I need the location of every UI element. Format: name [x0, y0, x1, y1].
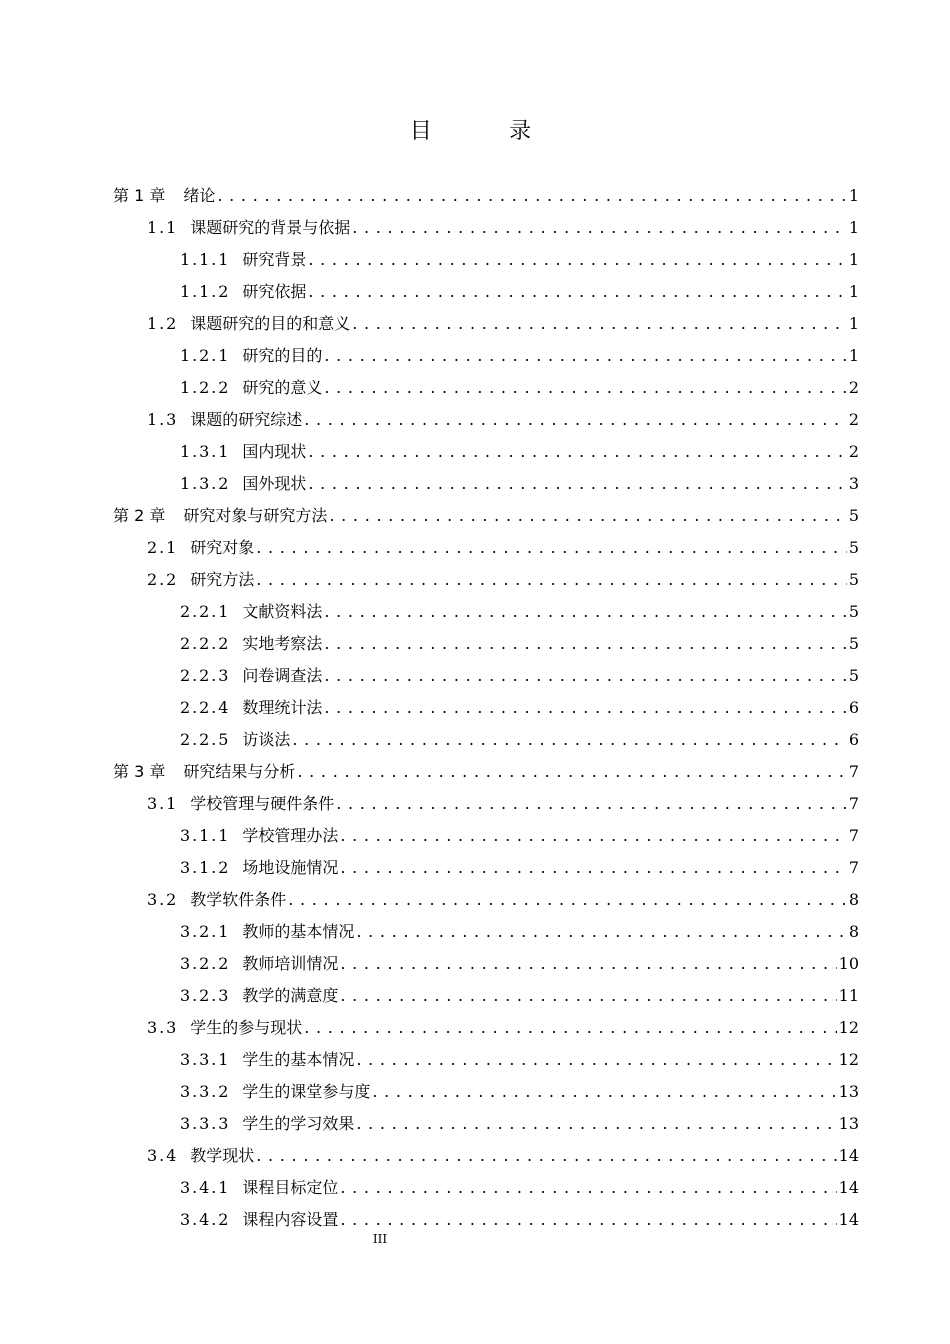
toc-entry[interactable] [113, 500, 859, 532]
toc-entry-number: 第 3 章 [113, 762, 166, 781]
toc-dot-leader [324, 372, 846, 404]
toc-dot-leader [304, 404, 847, 436]
toc-dot-leader [324, 628, 846, 660]
toc-entry-title: 学生的学习效果 [242, 1114, 355, 1133]
toc-entry-title: 教学软件条件 [190, 890, 287, 909]
toc-entry[interactable] [147, 564, 859, 596]
toc-entry-title: 课题研究的背景与依据 [190, 218, 351, 237]
toc-entry[interactable] [180, 980, 859, 1012]
toc-entry-title: 研究对象 [190, 538, 255, 557]
toc-entry[interactable] [180, 660, 859, 692]
toc-entry-page: 2 [848, 442, 859, 461]
toc-entry-page: 5 [848, 666, 859, 685]
toc-entry-title: 实地考察法 [242, 634, 323, 653]
toc-entry-title: 教学现状 [190, 1146, 255, 1165]
toc-entry-title: 研究的意义 [242, 378, 323, 397]
toc-dot-leader [352, 308, 847, 340]
toc-dot-leader [352, 212, 847, 244]
toc-entry-number: 3.1 [147, 794, 179, 813]
toc-entry-title: 课程目标定位 [242, 1178, 339, 1197]
toc-entry-number: 3.1.2 [180, 858, 231, 877]
toc-entry-number: 2.2 [147, 570, 179, 589]
toc-entry-number: 3.4 [147, 1146, 179, 1165]
toc-entry-page: 1 [848, 218, 859, 237]
toc-entry-page: 5 [848, 570, 859, 589]
toc-dot-leader [308, 276, 846, 308]
toc-entry[interactable] [180, 692, 859, 724]
toc-title: 目 录 [409, 119, 567, 144]
toc-entry[interactable] [147, 532, 859, 564]
toc-entry[interactable] [180, 436, 859, 468]
toc-entry-page: 1 [848, 186, 859, 205]
toc-dot-leader [308, 436, 846, 468]
toc-entry-title: 课题研究的目的和意义 [190, 314, 351, 333]
toc-entry[interactable] [180, 852, 859, 884]
toc-entry-number: 1.3.1 [180, 442, 231, 461]
toc-entry-number: 3.3.3 [180, 1114, 231, 1133]
toc-entry[interactable] [147, 788, 859, 820]
toc-entry[interactable] [147, 1012, 859, 1044]
toc-entry[interactable] [180, 948, 859, 980]
toc-entry-number: 2.2.5 [180, 730, 231, 749]
toc-entry[interactable] [180, 372, 859, 404]
toc-entry-title: 研究背景 [242, 250, 307, 269]
toc-entry[interactable] [147, 884, 859, 916]
toc-entry-title: 教师培训情况 [242, 954, 339, 973]
toc-entry-number: 2.1 [147, 538, 179, 557]
toc-entry-number: 2.2.4 [180, 698, 231, 717]
toc-entry-title: 学生的参与现状 [190, 1018, 303, 1037]
toc-entry-number: 第 2 章 [113, 506, 166, 525]
toc-entry-page: 10 [838, 954, 859, 973]
toc-entry-title: 绪论 [183, 186, 216, 205]
toc-entry[interactable] [147, 212, 859, 244]
toc-entry[interactable] [180, 1044, 859, 1076]
toc-entry-number: 1.1.1 [180, 250, 231, 269]
toc-dot-leader [329, 500, 846, 532]
toc-entry-number: 1.1.2 [180, 282, 231, 301]
toc-entry[interactable] [180, 724, 859, 756]
toc-dot-leader [340, 1172, 836, 1204]
toc-entry-page: 1 [848, 250, 859, 269]
toc-entry-number: 2.2.1 [180, 602, 231, 621]
toc-entry-number: 第 1 章 [113, 186, 166, 205]
toc-dot-leader [288, 884, 847, 916]
toc-entry-title: 课程内容设置 [242, 1210, 339, 1229]
toc-entry-page: 5 [848, 634, 859, 653]
toc-entry[interactable] [147, 1140, 859, 1172]
toc-entry-number: 2.2.3 [180, 666, 231, 685]
toc-entry[interactable] [180, 340, 859, 372]
toc-entry-title: 研究方法 [190, 570, 255, 589]
toc-dot-leader [324, 660, 846, 692]
toc-entry-title: 课题的研究综述 [190, 410, 303, 429]
toc-dot-leader [256, 532, 847, 564]
toc-entry-title: 研究对象与研究方法 [183, 506, 328, 525]
toc-entry-page: 2 [848, 378, 859, 397]
toc-entry-page: 2 [848, 410, 859, 429]
toc-entry-number: 1.3 [147, 410, 179, 429]
toc-entry-number: 3.1.1 [180, 826, 231, 845]
toc-entry-page: 12 [838, 1050, 859, 1069]
toc-entry[interactable] [113, 180, 859, 212]
toc-dot-leader [340, 980, 836, 1012]
toc-entry-number: 3.2.2 [180, 954, 231, 973]
toc-entry[interactable] [147, 308, 859, 340]
toc-entry-title: 访谈法 [242, 730, 291, 749]
toc-entry-number: 3.2.3 [180, 986, 231, 1005]
toc-entry-page: 7 [848, 762, 859, 781]
toc-entry-page: 14 [838, 1146, 859, 1165]
toc-entry-number: 3.3.1 [180, 1050, 231, 1069]
toc-entry-number: 3.2.1 [180, 922, 231, 941]
toc-entry-page: 8 [848, 922, 859, 941]
toc-entry-page: 11 [838, 986, 859, 1005]
toc-dot-leader [336, 788, 847, 820]
toc-dot-leader [308, 244, 846, 276]
toc-dot-leader [256, 1140, 836, 1172]
toc-entry-number: 1.3.2 [180, 474, 231, 493]
toc-dot-leader [356, 916, 846, 948]
toc-entry-page: 3 [848, 474, 859, 493]
toc-entry-title: 学生的基本情况 [242, 1050, 355, 1069]
toc-entry-page: 13 [838, 1114, 859, 1133]
toc-dot-leader [297, 756, 846, 788]
toc-dot-leader [324, 340, 846, 372]
toc-entry[interactable] [147, 404, 859, 436]
toc-entry[interactable] [180, 1108, 859, 1140]
toc-entry-page: 13 [838, 1082, 859, 1101]
toc-entry-page: 7 [848, 794, 859, 813]
toc-entry-page: 7 [848, 826, 859, 845]
toc-entry-title: 场地设施情况 [242, 858, 339, 877]
toc-dot-leader [356, 1108, 836, 1140]
toc-entry-page: 14 [838, 1178, 859, 1197]
toc-dot-leader [292, 724, 846, 756]
toc-entry-number: 3.4.2 [180, 1210, 231, 1229]
toc-dot-leader [256, 564, 847, 596]
toc-dot-leader [324, 596, 846, 628]
toc-entry[interactable] [113, 756, 859, 788]
toc-entry-page: 14 [838, 1210, 859, 1229]
toc-entry-page: 5 [848, 602, 859, 621]
toc-entry-number: 3.3 [147, 1018, 179, 1037]
toc-entry-page: 7 [848, 858, 859, 877]
toc-entry[interactable] [180, 244, 859, 276]
toc-dot-leader [340, 852, 846, 884]
toc-entry[interactable] [180, 1076, 859, 1108]
toc-entry-number: 1.2.1 [180, 346, 231, 365]
toc-entry-title: 国外现状 [242, 474, 307, 493]
toc-entry[interactable] [180, 916, 859, 948]
toc-entry-number: 3.4.1 [180, 1178, 231, 1197]
toc-entry-title: 教师的基本情况 [242, 922, 355, 941]
toc-dot-leader [324, 692, 846, 724]
toc-entry-page: 1 [848, 314, 859, 333]
toc-entry[interactable] [180, 628, 859, 660]
toc-dot-leader [340, 948, 836, 980]
toc-entry-number: 1.1 [147, 218, 179, 237]
toc-entry-title: 学校管理与硬件条件 [190, 794, 335, 813]
toc-entry-title: 问卷调查法 [242, 666, 323, 685]
toc-entry-page: 1 [848, 346, 859, 365]
toc-dot-leader [304, 1012, 836, 1044]
toc-entry-number: 1.2.2 [180, 378, 231, 397]
toc-entry-number: 3.2 [147, 890, 179, 909]
toc-entry-page: 6 [848, 730, 859, 749]
toc-entry-page: 5 [848, 506, 859, 525]
toc-entry-title: 数理统计法 [242, 698, 323, 717]
toc-entry-title: 研究结果与分析 [183, 762, 296, 781]
toc-entry-title: 国内现状 [242, 442, 307, 461]
toc-entry-title: 研究依据 [242, 282, 307, 301]
toc-entry-title: 学生的课堂参与度 [242, 1082, 371, 1101]
toc-dot-leader [308, 468, 846, 500]
toc-dot-leader [372, 1076, 836, 1108]
toc-entry-number: 1.2 [147, 314, 179, 333]
toc-dot-leader [340, 820, 846, 852]
toc-entry-page: 5 [848, 538, 859, 557]
toc-entry-title: 学校管理办法 [242, 826, 339, 845]
toc-entry-page: 1 [848, 282, 859, 301]
toc-entry[interactable] [180, 276, 859, 308]
toc-entry-number: 3.3.2 [180, 1082, 231, 1101]
toc-entry[interactable] [180, 468, 859, 500]
page-number: III [372, 1232, 388, 1246]
toc-entry-title: 研究的目的 [242, 346, 323, 365]
toc-dot-leader [356, 1044, 836, 1076]
toc-entry-number: 2.2.2 [180, 634, 231, 653]
toc-entry-page: 8 [848, 890, 859, 909]
toc-entry[interactable] [180, 1172, 859, 1204]
toc-entry-title: 教学的满意度 [242, 986, 339, 1005]
toc-dot-leader [217, 180, 846, 212]
toc-entry-title: 文献资料法 [242, 602, 323, 621]
toc-entry-page: 6 [848, 698, 859, 717]
toc-entry[interactable] [180, 596, 859, 628]
toc-entry-page: 12 [838, 1018, 859, 1037]
toc-entry[interactable] [180, 820, 859, 852]
